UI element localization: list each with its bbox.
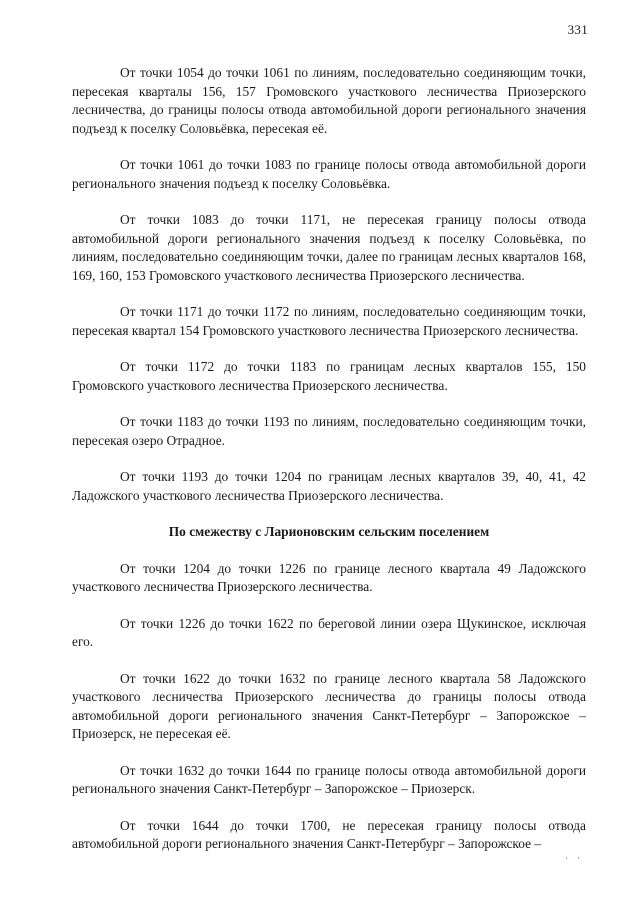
paragraph-5: От точки 1172 до точки 1183 по границам лесных кварталов 155, 150 Громовского участкового лесничества Приозерского лесничества. [72, 359, 586, 393]
paragraph-11: От точки 1632 до точки 1644 по границе полосы отвода автомобильной дороги регионального значения Санкт-Петербург – Запорожское – Приозерск. [72, 762, 586, 796]
document-body [72, 64, 586, 854]
section-heading: По смежеству с Ларионовским сельским поселением [168, 524, 490, 539]
paragraph-3: От точки 1083 до точки 1171, не пересекая границу полосы отвода автомобильной дороги регионального значения подъезд к поселку Соловьёвка, по линиям, последовательно соединяющим точки, далее по границам лесных кварталов 168, 169, 160, 153 Громовского участкового лесничества Приозерского лесничества. [72, 212, 586, 283]
paragraph-10: От точки 1622 до точки 1632 по границе лесного квартала 58 Ладожского участкового лесничества Приозерского лесничества до границы полосы отвода автомобильной дороги регионального значения Санкт-Петербург – Запорожское – Приозерск, не пересекая её. [72, 670, 586, 741]
page-number: 331 [567, 22, 588, 37]
paragraph-9: От точки 1226 до точки 1622 по береговой линии озера Щукинское, исключая его. [72, 615, 586, 649]
paragraph-6: От точки 1183 до точки 1193 по линиям, последовательно соединяющим точки, пересекая озеро Отрадное. [72, 414, 586, 448]
paragraph-4: От точки 1171 до точки 1172 по линиям, последовательно соединяющим точки, пересекая квартал 154 Громовского участкового лесничества Приозерского лесничества. [72, 304, 586, 338]
paragraph-7: От точки 1193 до точки 1204 по границам лесных кварталов 39, 40, 41, 42 Ладожского участкового лесничества Приозерского лесничества. [72, 469, 586, 503]
scan-specks: · · [565, 853, 580, 863]
paragraph-12: От точки 1644 до точки 1700, не пересекая границу полосы отвода автомобильной дороги регионального значения Санкт-Петербург – Запорожское – [72, 817, 586, 851]
paragraph-8: От точки 1204 до точки 1226 по границе лесного квартала 49 Ладожского участкового лесничества Приозерского лесничества. [72, 560, 586, 594]
paragraph-2: От точки 1061 до точки 1083 по границе полосы отвода автомобильной дороги регионального значения подъезд к поселку Соловьёвка. [72, 157, 586, 191]
paragraph-1: От точки 1054 до точки 1061 по линиям, последовательно соединяющим точки, пересекая кварталы 156, 157 Громовского участкового лесничества Приозерского лесничества, до границы полосы отвода автомобильной дороги регионального значения подъезд к поселку Соловьёвка, пересекая её. [72, 65, 586, 136]
